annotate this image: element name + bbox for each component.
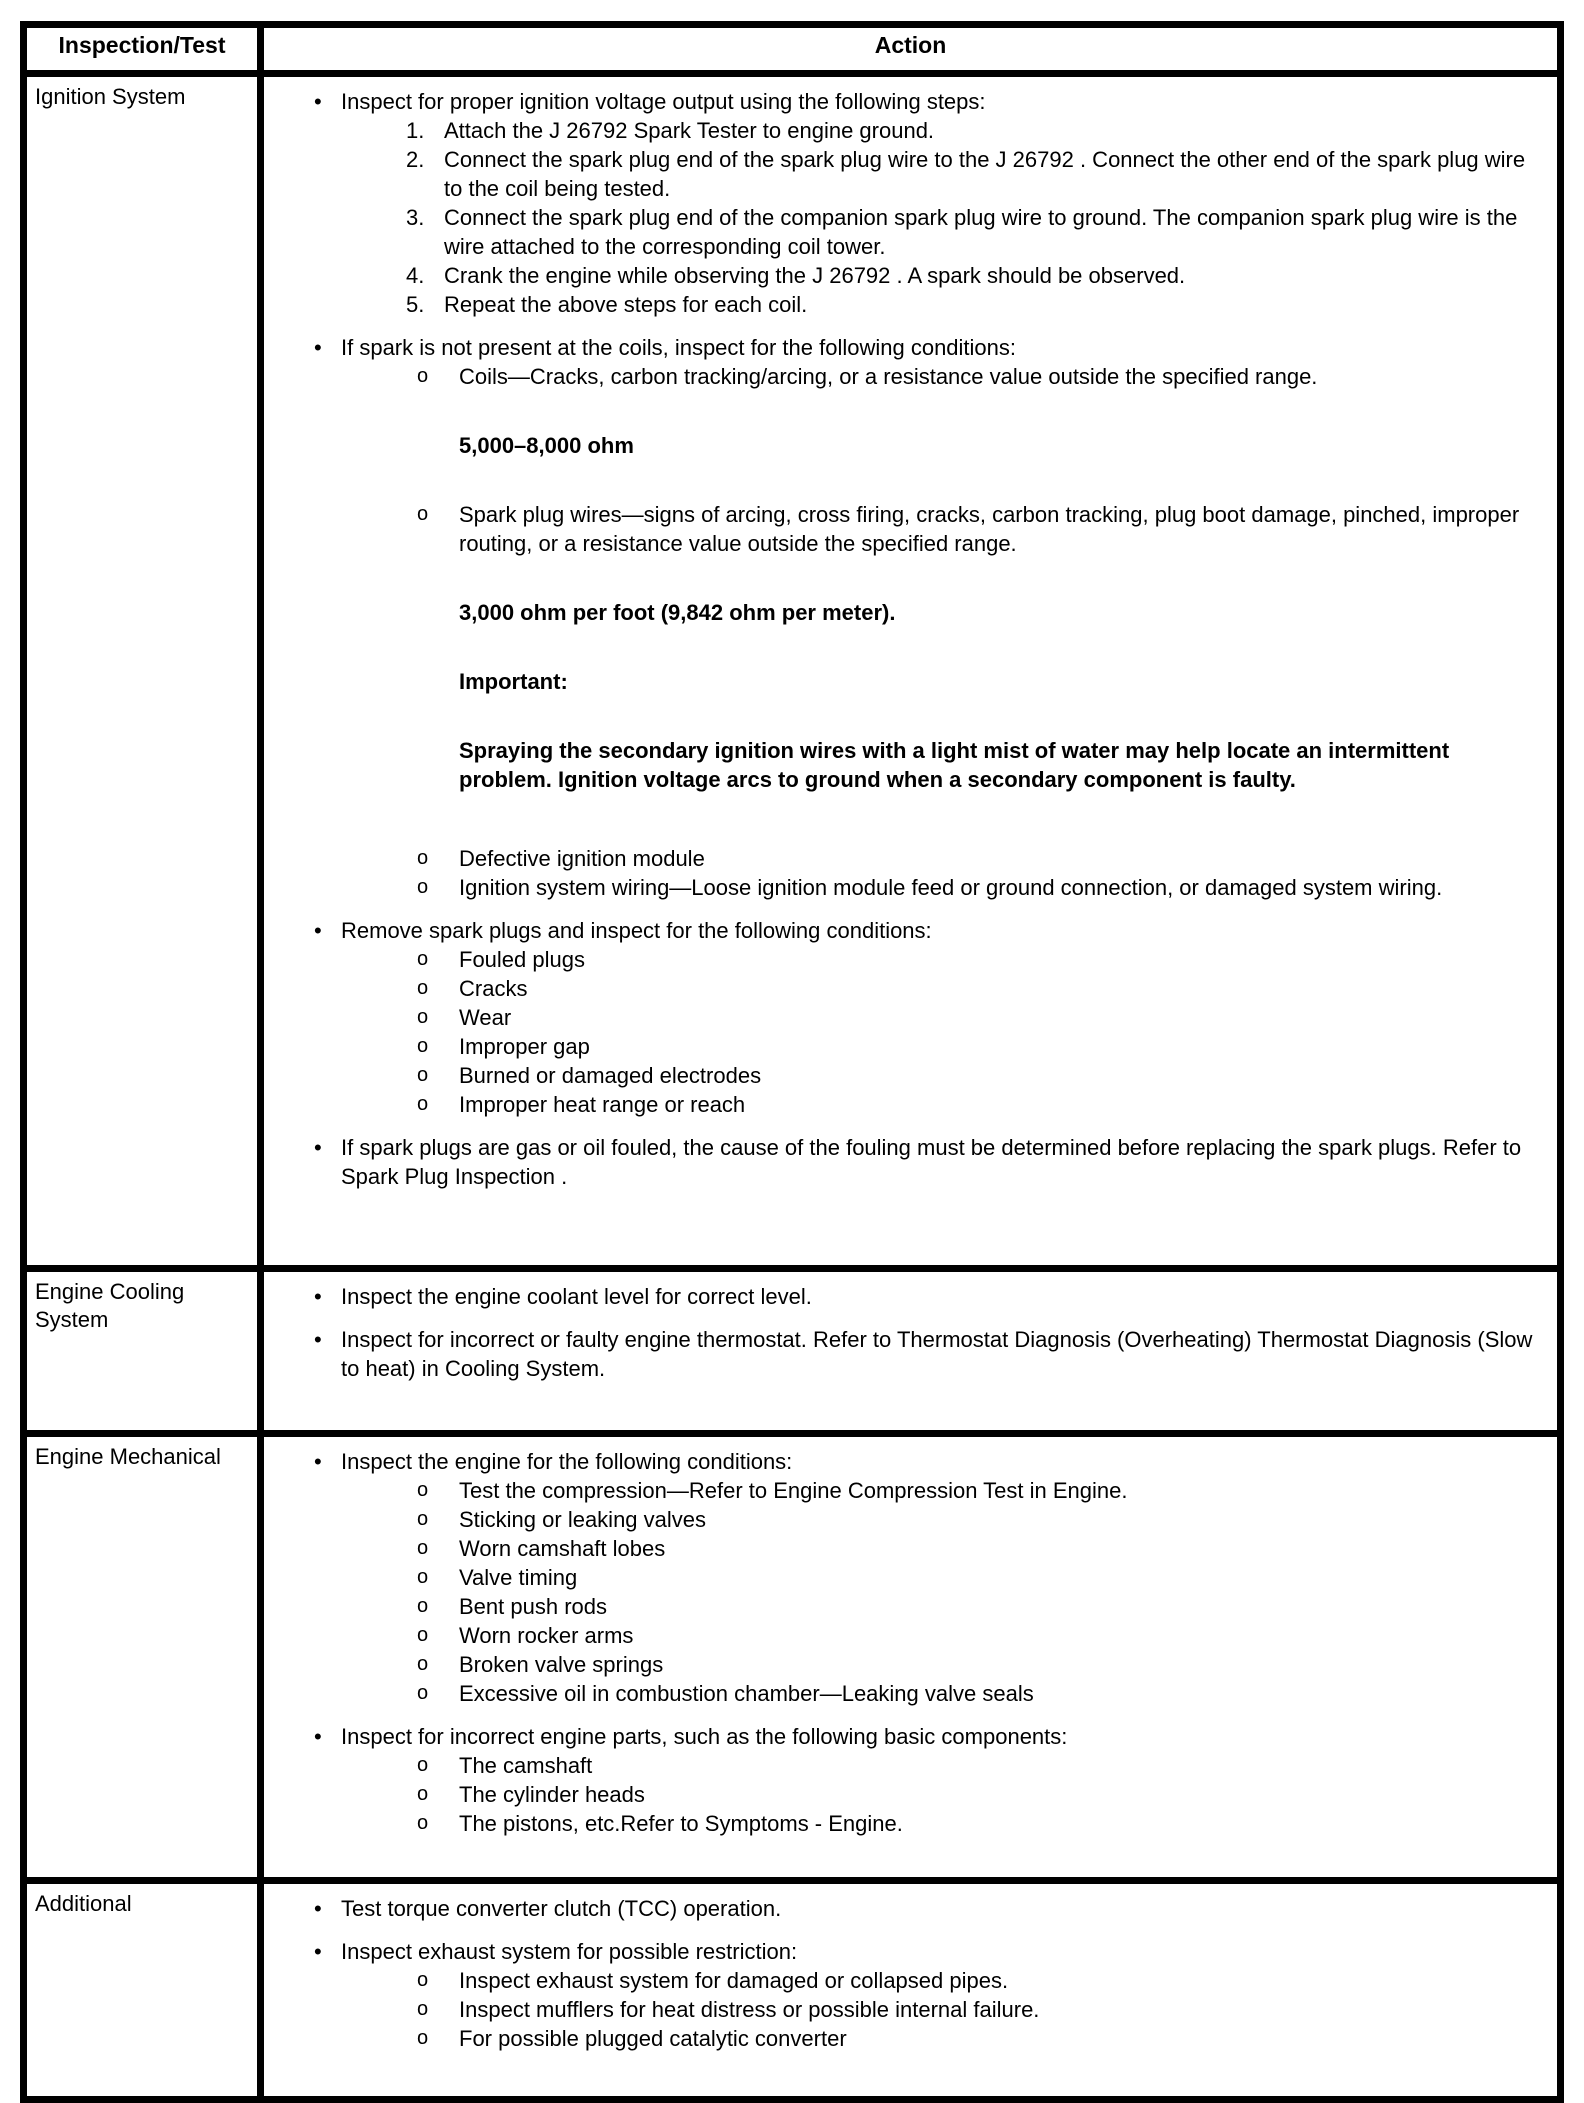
sub-bullet-text: Cracks <box>459 976 528 1001</box>
circle-icon: o <box>417 1508 429 1530</box>
bullet-item <box>264 1937 1539 1966</box>
bullet-icon: • <box>314 1896 322 1921</box>
circle-icon: o <box>417 1812 429 1834</box>
bullet-icon: • <box>314 89 322 114</box>
sub-bullet-text: Ignition system wiring—Loose ignition module feed or ground connection, or damaged system wiring. <box>459 875 1443 900</box>
circle-icon: o <box>417 1754 429 1776</box>
sub-bullet-text: Worn camshaft lobes <box>459 1536 666 1561</box>
bullet-icon: • <box>314 335 322 360</box>
bullet-icon: • <box>314 1284 322 1309</box>
important-note-text: Spraying the secondary ignition wires with a light mist of water may help locate an intermittent problem. Ignition voltage arcs to ground when a secondary component is faulty. <box>459 738 1450 792</box>
table-header-row <box>24 25 1561 74</box>
row-actions-mechanical <box>261 1434 1561 1881</box>
sub-bullet-item <box>264 1621 1539 1650</box>
numbered-step <box>264 116 1539 145</box>
sub-bullet-item <box>264 1780 1539 1809</box>
numbered-step <box>264 290 1539 319</box>
circle-icon: o <box>417 2027 429 2049</box>
step-number: 2. <box>406 147 425 172</box>
sub-bullet-text: Worn rocker arms <box>459 1623 634 1648</box>
sub-bullet-text: Inspect exhaust system for damaged or collapsed pipes. <box>459 1968 1009 1993</box>
circle-icon: o <box>417 977 429 999</box>
step-text: Attach the J 26792 Spark Tester to engine ground. <box>444 118 935 143</box>
sub-bullet-text: Improper gap <box>459 1034 590 1059</box>
bullet-item <box>264 333 1539 362</box>
important-label: Important: <box>459 669 568 694</box>
sub-bullet-item <box>264 1809 1539 1838</box>
bullet-text: Inspect for incorrect engine parts, such as the following basic components: <box>341 1724 1068 1749</box>
bullet-text: Inspect the engine coolant level for correct level. <box>341 1284 812 1309</box>
table-row <box>24 1434 1561 1881</box>
sub-bullet-item <box>264 1476 1539 1505</box>
sub-bullet-item <box>264 1751 1539 1780</box>
bullet-text: Inspect for proper ignition voltage output using the following steps: <box>341 89 986 114</box>
bullet-item <box>264 1447 1539 1476</box>
bullet-icon: • <box>314 918 322 943</box>
sub-bullet-item <box>264 844 1539 873</box>
table-row <box>24 1269 1561 1434</box>
step-text: Connect the spark plug end of the spark plug wire to the J 26792 . Connect the other end of the spark plug wire to the coil being tested. <box>444 147 1526 201</box>
bullet-item <box>264 1325 1539 1383</box>
sub-bullet-text: Defective ignition module <box>459 846 705 871</box>
step-number: 3. <box>406 205 425 230</box>
sub-bullet-text: Valve timing <box>459 1565 578 1590</box>
bullet-text: Inspect exhaust system for possible restriction: <box>341 1939 798 1964</box>
row-label-engine-mechanical: Engine Mechanical <box>24 1434 261 1881</box>
sub-bullet-text: The pistons, etc.Refer to Symptoms - Engine. <box>459 1811 903 1836</box>
circle-icon: o <box>417 1566 429 1588</box>
bullet-item <box>264 1282 1539 1311</box>
circle-icon: o <box>417 1595 429 1617</box>
sub-bullet-text: Wear <box>459 1005 512 1030</box>
sub-bullet-item <box>264 1563 1539 1592</box>
sub-bullet-item <box>264 1003 1539 1032</box>
bullet-icon: • <box>314 1449 322 1474</box>
row-label-ignition-system: Ignition System <box>24 74 261 1269</box>
bullet-text: If spark plugs are gas or oil fouled, the cause of the fouling must be determined before replacing the spark plugs. Refer to Spark Plug Inspection . <box>341 1135 1522 1189</box>
circle-icon: o <box>417 1035 429 1057</box>
sub-bullet-text: The cylinder heads <box>459 1782 645 1807</box>
circle-icon: o <box>417 1537 429 1559</box>
bullet-icon: • <box>314 1327 322 1352</box>
step-text: Connect the spark plug end of the companion spark plug wire to ground. The companion spark plug wire is the wire attached to the corresponding coil tower. <box>444 205 1518 259</box>
numbered-step <box>264 145 1539 203</box>
row-actions-ignition <box>261 74 1561 1269</box>
circle-icon: o <box>417 503 429 525</box>
sub-bullet-text: Fouled plugs <box>459 947 585 972</box>
sub-bullet-text: Broken valve springs <box>459 1652 664 1677</box>
sub-bullet-item <box>264 945 1539 974</box>
sub-bullet-item <box>264 1032 1539 1061</box>
sub-bullet-text: Inspect mufflers for heat distress or possible internal failure. <box>459 1997 1040 2022</box>
circle-icon: o <box>417 876 429 898</box>
circle-icon: o <box>417 1969 429 1991</box>
step-number: 5. <box>406 292 425 317</box>
step-number: 4. <box>406 263 425 288</box>
bullet-text: Test torque converter clutch (TCC) operation. <box>341 1896 782 1921</box>
circle-icon: o <box>417 1006 429 1028</box>
sub-bullet-item <box>264 1650 1539 1679</box>
bullet-item <box>264 1133 1539 1191</box>
sub-bullet-item <box>264 1534 1539 1563</box>
circle-icon: o <box>417 1093 429 1115</box>
bullet-text: If spark is not present at the coils, inspect for the following conditions: <box>341 335 1017 360</box>
row-label-additional: Additional <box>24 1881 261 2100</box>
sub-bullet-text: Excessive oil in combustion chamber—Leaking valve seals <box>459 1681 1034 1706</box>
circle-icon: o <box>417 365 429 387</box>
row-actions-cooling <box>261 1269 1561 1434</box>
sub-bullet-text: For possible plugged catalytic converter <box>459 2026 847 2051</box>
sub-bullet-item <box>264 1090 1539 1119</box>
sub-bullet-item <box>264 873 1539 902</box>
bullet-item <box>264 1722 1539 1751</box>
table-row <box>24 1881 1561 2100</box>
sub-bullet-item <box>264 1966 1539 1995</box>
bullet-item <box>264 87 1539 116</box>
bullet-icon: • <box>314 1135 322 1160</box>
sub-bullet-item <box>264 362 1539 391</box>
sub-bullet-text: Bent push rods <box>459 1594 607 1619</box>
circle-icon: o <box>417 1998 429 2020</box>
sub-bullet-text: The camshaft <box>459 1753 593 1778</box>
bullet-text: Inspect the engine for the following conditions: <box>341 1449 793 1474</box>
sub-bullet-item <box>264 974 1539 1003</box>
bullet-text: Remove spark plugs and inspect for the following conditions: <box>341 918 932 943</box>
spec-value-wire-resistance: 3,000 ohm per foot (9,842 ohm per meter). <box>459 600 896 625</box>
bullet-icon: • <box>314 1939 322 1964</box>
spec-value-coil-resistance: 5,000–8,000 ohm <box>459 433 634 458</box>
sub-bullet-item <box>264 1995 1539 2024</box>
bullet-item <box>264 916 1539 945</box>
step-text: Crank the engine while observing the J 26792 . A spark should be observed. <box>444 263 1186 288</box>
header-action: Action <box>261 25 1561 74</box>
table-row <box>24 74 1561 1269</box>
sub-bullet-item <box>264 1592 1539 1621</box>
sub-bullet-item <box>264 500 1539 558</box>
numbered-step <box>264 203 1539 261</box>
circle-icon: o <box>417 1064 429 1086</box>
sub-bullet-item <box>264 1061 1539 1090</box>
circle-icon: o <box>417 1624 429 1646</box>
circle-icon: o <box>417 1682 429 1704</box>
sub-bullet-text: Coils—Cracks, carbon tracking/arcing, or a resistance value outside the specified range. <box>459 364 1318 389</box>
row-actions-additional <box>261 1881 1561 2100</box>
bullet-item <box>264 1894 1539 1923</box>
sub-bullet-text: Burned or damaged electrodes <box>459 1063 762 1088</box>
row-label-engine-cooling-system: Engine Cooling System <box>24 1269 261 1434</box>
step-number: 1. <box>406 118 425 143</box>
circle-icon: o <box>417 1653 429 1675</box>
circle-icon: o <box>417 1783 429 1805</box>
sub-bullet-item <box>264 2024 1539 2053</box>
circle-icon: o <box>417 1479 429 1501</box>
step-text: Repeat the above steps for each coil. <box>444 292 808 317</box>
sub-bullet-item <box>264 1679 1539 1708</box>
inspection-table <box>20 21 1564 2103</box>
sub-bullet-item <box>264 1505 1539 1534</box>
sub-bullet-text: Sticking or leaking valves <box>459 1507 707 1532</box>
sub-bullet-text: Spark plug wires—signs of arcing, cross firing, cracks, carbon tracking, plug boot damage, pinched, improper routing, or a resistance value outside the specified range. <box>459 502 1520 556</box>
circle-icon: o <box>417 948 429 970</box>
numbered-step <box>264 261 1539 290</box>
bullet-icon: • <box>314 1724 322 1749</box>
header-inspection-test: Inspection/Test <box>24 25 261 74</box>
sub-bullet-text: Test the compression—Refer to Engine Compression Test in Engine. <box>459 1478 1128 1503</box>
bullet-text: Inspect for incorrect or faulty engine thermostat. Refer to Thermostat Diagnosis (Overheating) Thermostat Diagnosis (Slow to heat) in Cooling System. <box>341 1327 1533 1381</box>
sub-bullet-text: Improper heat range or reach <box>459 1092 746 1117</box>
circle-icon: o <box>417 847 429 869</box>
